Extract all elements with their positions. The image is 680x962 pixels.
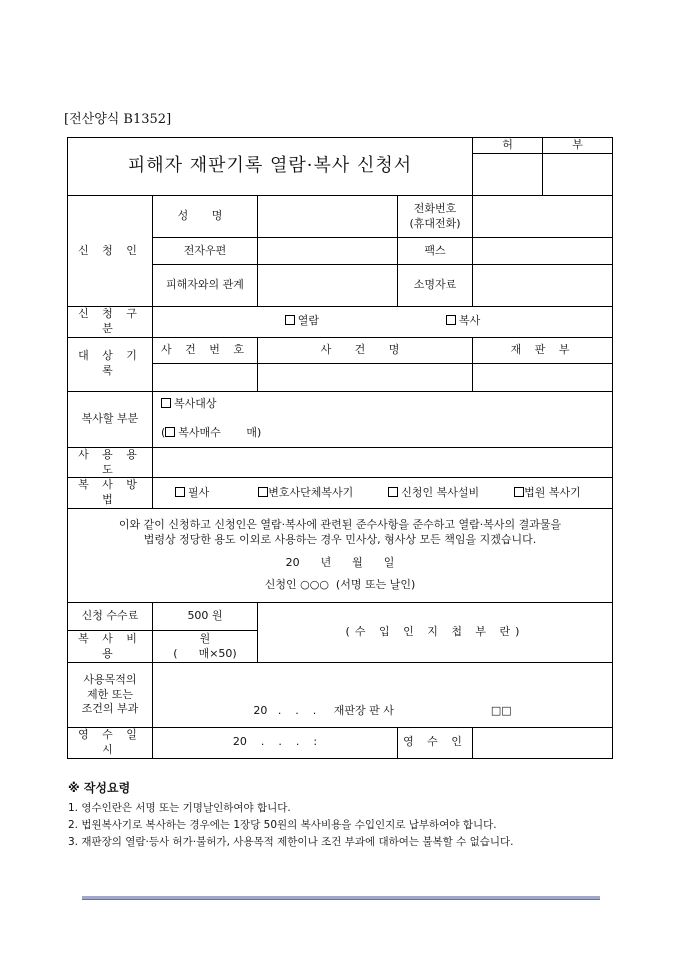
case-number-field[interactable]: [153, 363, 258, 391]
declaration-line-2: 법령상 정당한 용도 이외로 사용하는 경우 민사상, 형사상 모든 책임을 지겠습니다.: [143, 532, 537, 546]
receipt-date-label: 영 수 일 시: [68, 728, 153, 759]
case-name-header: 사 건 명: [258, 337, 473, 363]
method-lawyer[interactable]: [258, 486, 353, 499]
copy-method-label: 복 사 방 법: [68, 478, 153, 509]
fax-field[interactable]: [473, 238, 613, 265]
request-type-options: [153, 307, 613, 338]
relation-field[interactable]: [258, 265, 398, 307]
phone-label-text: 전화번호: [413, 201, 457, 215]
guide-heading: ※ 작성요령: [68, 781, 131, 795]
usage-field[interactable]: [153, 447, 613, 478]
form-title: 피해자 재판기록 열람·복사 신청서: [68, 138, 473, 196]
method-handwrite-checkbox[interactable]: [175, 487, 185, 497]
case-number-header: 사 건 번 호: [153, 337, 258, 363]
name-label: 성 명: [153, 196, 258, 238]
pages-open-paren: (: [161, 426, 166, 440]
target-record-label: 대 상 기 록: [68, 337, 153, 391]
method-handwrite[interactable]: [175, 486, 209, 499]
approval-grant-cell[interactable]: [473, 154, 543, 196]
case-name-field[interactable]: [258, 363, 473, 391]
bottom-rule: [82, 896, 600, 900]
name-field[interactable]: [258, 196, 398, 238]
email-label: 전자우편: [153, 238, 258, 265]
view-option[interactable]: [285, 314, 319, 327]
copy-method-options: [153, 478, 613, 509]
fax-label: 팩스: [398, 238, 473, 265]
copy-option[interactable]: [446, 314, 480, 327]
conditions-label-1: 사용목적의: [83, 672, 137, 686]
method-lawyer-label: 변호사단체복사기: [268, 485, 354, 499]
copy-option-label: 복사: [459, 314, 481, 328]
declaration-signer: 신청인 ○○○ (서명 또는 날인): [264, 578, 416, 592]
form-code: [전산양식 B1352]: [64, 112, 172, 127]
copy-part-label: 복사할 부분: [68, 391, 153, 447]
method-own-device-label: 신청인 복사설비: [401, 485, 480, 499]
copy-cost-field[interactable]: [153, 631, 258, 663]
declaration-block: [68, 509, 613, 603]
applicant-label: 신 청 인: [68, 196, 153, 307]
conditions-label-3: 조건의 부과: [81, 702, 139, 716]
copy-cost-unit: 원: [199, 631, 211, 645]
method-court-copier-checkbox[interactable]: [514, 487, 524, 497]
mobile-label-text: (휴대전화): [409, 216, 461, 230]
approval-grant-label: 허: [473, 138, 543, 154]
declaration-line-1: 이와 같이 신청하고 신청인은 열람·복사에 관련된 준수사항을 준수하고 열람·복사의 결과물을: [118, 517, 562, 531]
usage-label: 사 용 용 도: [68, 447, 153, 478]
copy-target-label: 복사대상: [174, 397, 217, 411]
guide-item-1: 1. 영수인란은 서명 또는 기명날인하여야 합니다.: [68, 802, 291, 815]
copy-cost-formula: ( 매×50): [173, 646, 237, 660]
court-header: 재 판 부: [473, 337, 613, 363]
fee-label: 신청 수수료: [68, 603, 153, 631]
method-own-device-checkbox[interactable]: [388, 487, 398, 497]
revenue-stamp-area[interactable]: (수 입 인 지 첩 부 란): [258, 603, 613, 663]
fee-value: 500 원: [153, 603, 258, 631]
guide-item-3: 3. 재판장의 열람·등사 허가·불허가, 사용목적 제한이나 조건 부과에 대하여는 불복할 수 없습니다.: [68, 835, 514, 848]
method-court-copier[interactable]: [514, 486, 581, 499]
request-type-label: 신 청 구 분: [68, 307, 153, 338]
method-own-device[interactable]: [388, 486, 479, 499]
method-lawyer-checkbox[interactable]: [258, 487, 268, 497]
copy-part-field: [153, 391, 613, 447]
approval-deny-label: 부: [543, 138, 613, 154]
view-checkbox[interactable]: [285, 315, 295, 325]
copy-cost-label: 복 사 비 용: [68, 631, 153, 663]
copy-checkbox[interactable]: [446, 315, 456, 325]
proof-field[interactable]: [473, 265, 613, 307]
receiver-field[interactable]: [473, 728, 613, 759]
declaration-date: 20 년 월 일: [285, 555, 395, 569]
approval-deny-cell[interactable]: [543, 154, 613, 196]
email-field[interactable]: [258, 238, 398, 265]
method-handwrite-label: 필사: [188, 485, 210, 499]
pages-close-label: 매): [246, 426, 262, 440]
conditions-field[interactable]: [153, 663, 613, 728]
conditions-date-line: 20 . . . 재판장 판 사: [253, 704, 394, 718]
pages-label: 복사매수: [178, 426, 221, 440]
judge-seal: □□: [490, 704, 512, 718]
guide-item-2: 2. 법원복사기로 복사하는 경우에는 1장당 50원의 복사비용을 수입인지로 납부하여야 합니다.: [68, 818, 497, 831]
pages-checkbox[interactable]: [165, 427, 175, 437]
phone-label: [398, 196, 473, 238]
conditions-label-2: 제한 또는: [86, 687, 133, 701]
court-field[interactable]: [473, 363, 613, 391]
view-option-label: 열람: [297, 314, 319, 328]
copy-target-checkbox[interactable]: [161, 398, 171, 408]
receipt-date-field[interactable]: 20 . . . :: [153, 728, 398, 759]
writing-guide: [68, 779, 628, 851]
phone-field[interactable]: [473, 196, 613, 238]
conditions-label: [68, 663, 153, 728]
proof-label: 소명자료: [398, 265, 473, 307]
method-court-copier-label: 법원 복사기: [524, 485, 581, 499]
application-form-table: [67, 137, 613, 759]
receiver-label: 영 수 인: [398, 728, 473, 759]
relation-label: 피해자와의 관계: [153, 265, 258, 307]
